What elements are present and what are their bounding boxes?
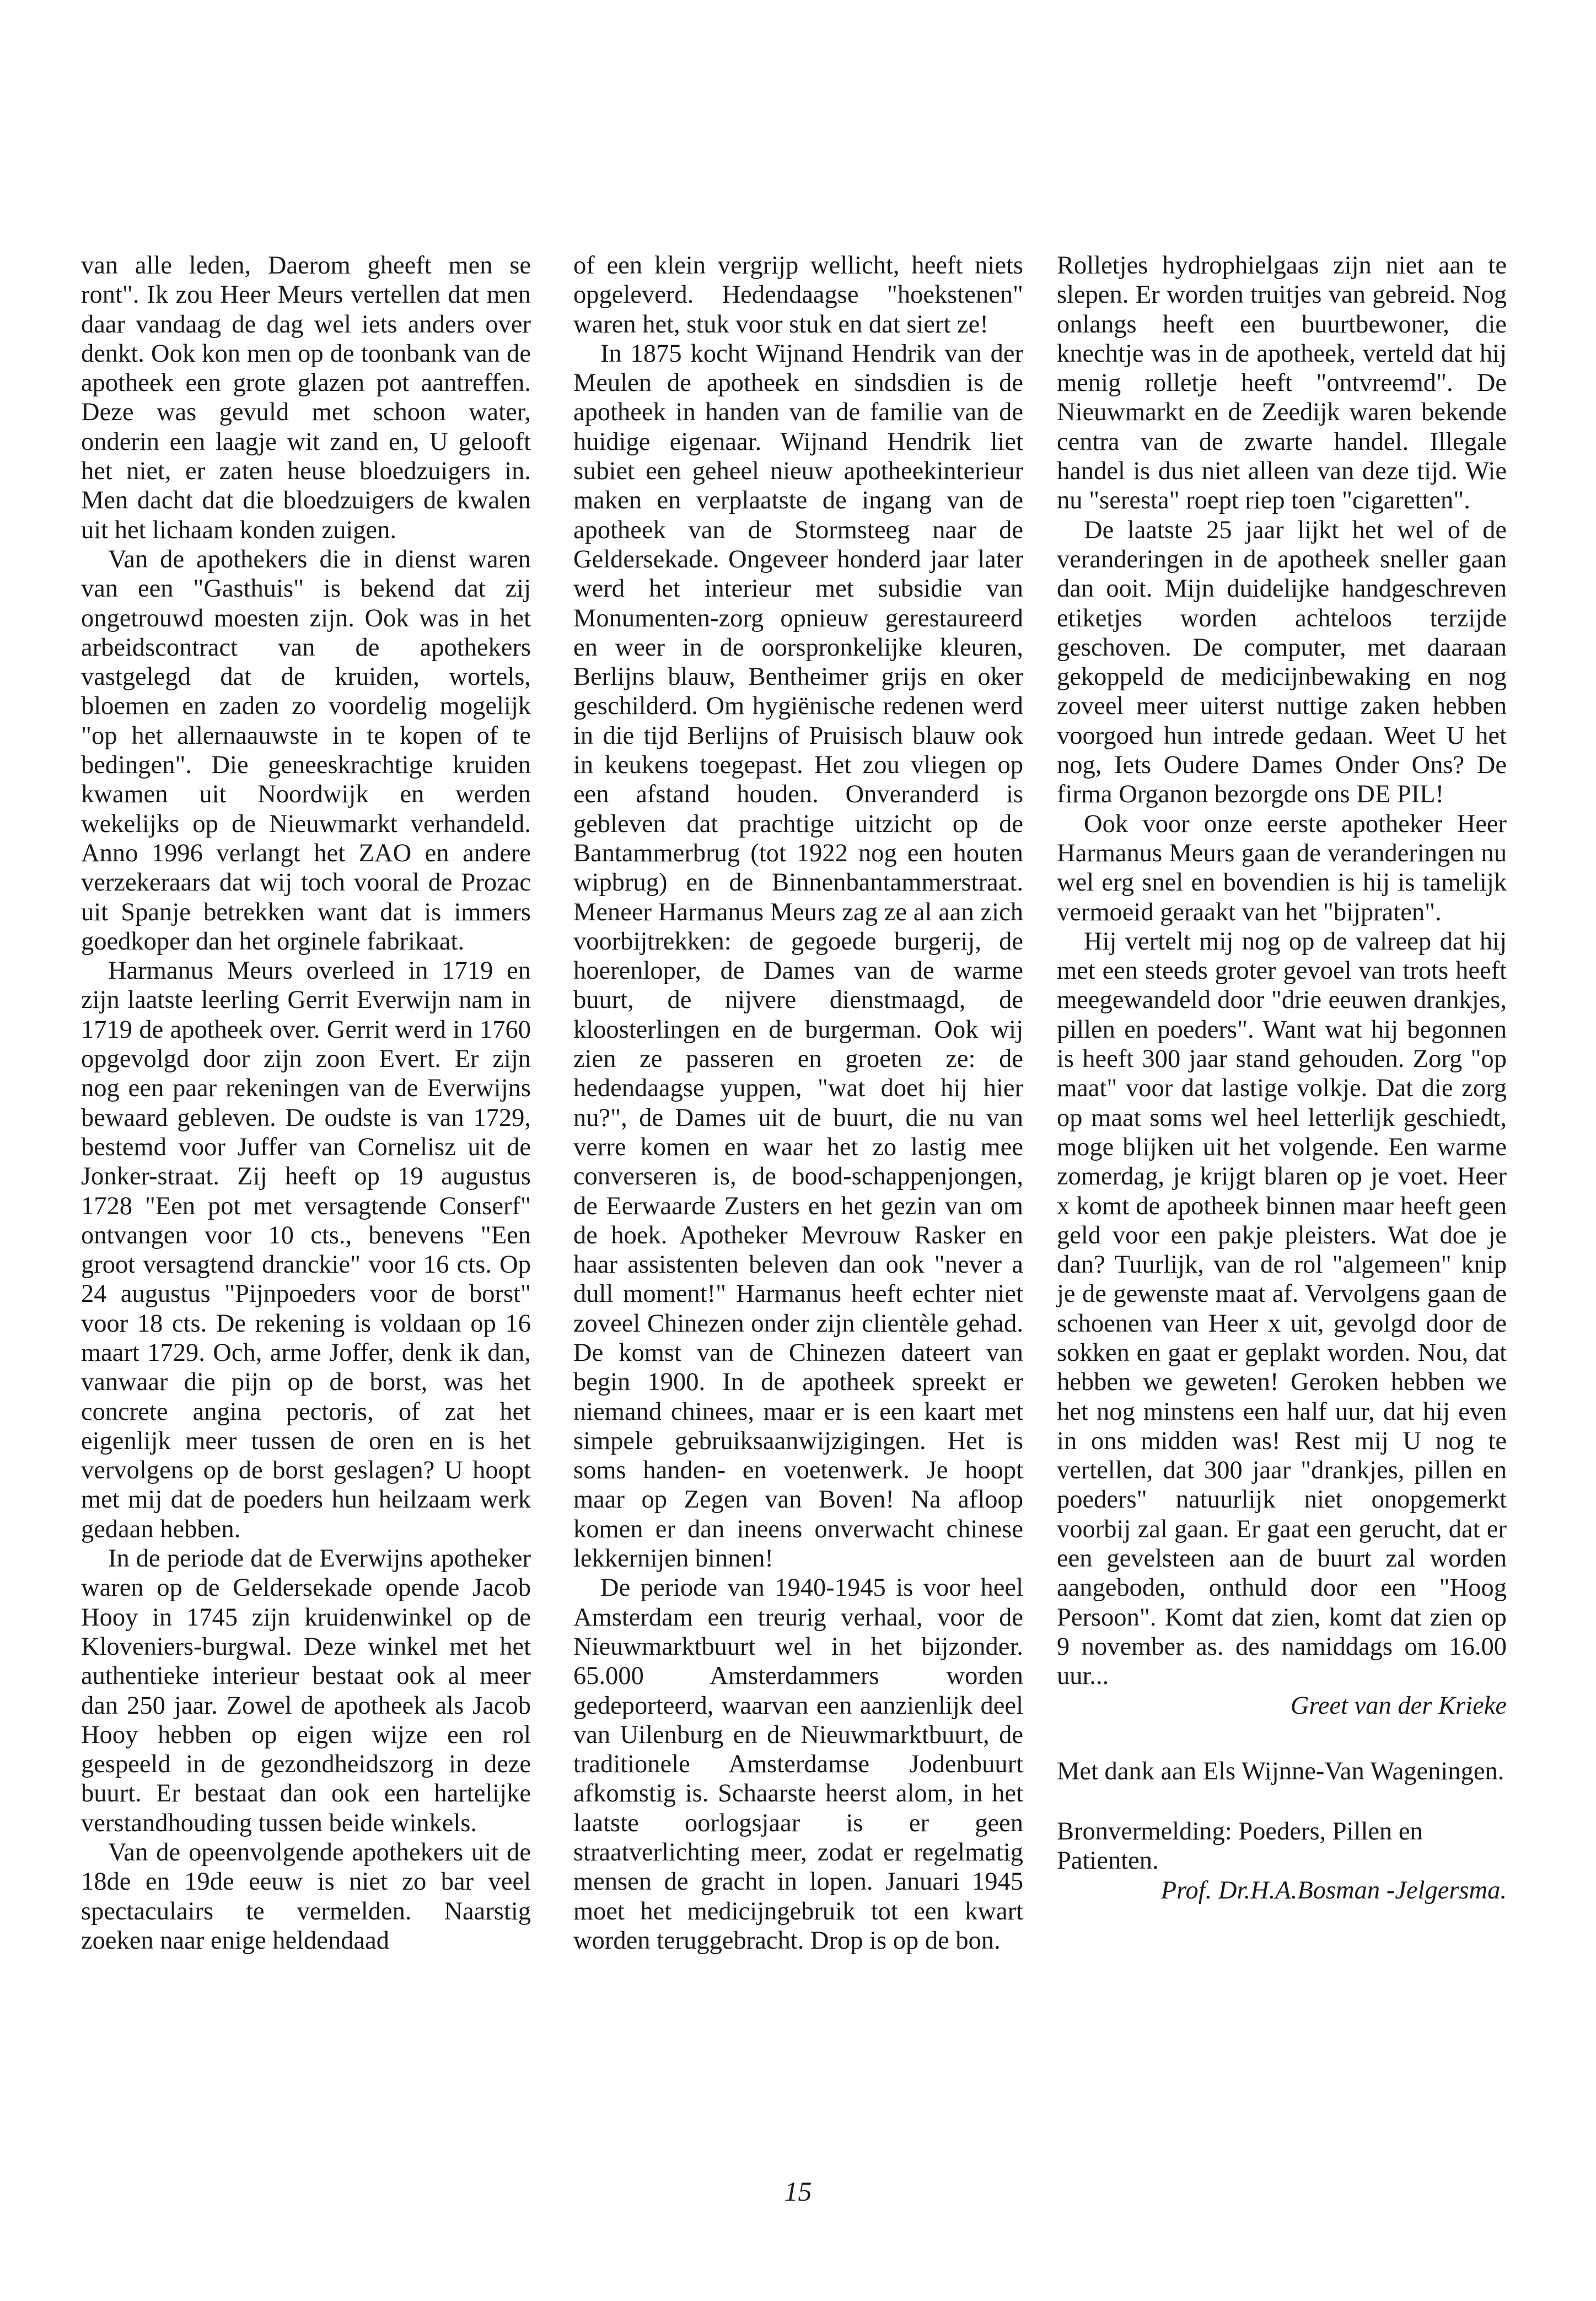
source-reference: Bronvermelding: Poeders, Pillen en Patienten. (1057, 1817, 1423, 1875)
paragraph: De laatste 25 jaar lijkt het wel of de veranderingen in de apotheek sneller gaan dan ooit. Mijn duidelijke handgeschreven etiketjes worden achteloos terzijde geschoven. De computer, met daaraan gekoppeld de medicijnbewaking en nog zoveel meer uiterst nuttige zaken hebben voorgoed hun intrede gedaan. Weet U het nog, Iets Oudere Dames Onder Ons? De firma Organon bezorgde ons DE PIL! (1057, 516, 1507, 809)
paragraph: of een klein vergrijp wellicht, heeft niets opgeleverd. Hedendaagse "hoekstenen" waren het, stuk voor stuk en dat siert ze! (573, 251, 1023, 339)
acknowledgement: Met dank aan Els Wijnne-Van Wageningen. (1057, 1757, 1504, 1785)
paragraph: De periode van 1940-1945 is voor heel Amsterdam een treurig verhaal, voor de Nieuwmarktbuurt wel in het bijzonder. 65.000 Amsterdammers worden gedeporteerd, waarvan een aanzienlijk deel van Uilenburg en de Nieuwmarktbuurt, de traditionele Amsterdamse Jodenbuurt afkomstig is. Schaarste heerst alom, in het laatste oorlogsjaar is er geen straatverlichting meer, zodat er regelmatig mensen de gracht in lopen. Januari 1945 moet het medicijngebruik tot een kwart worden teruggebracht. Drop is op de bon. (573, 1574, 1023, 1955)
text-column-3 (1057, 251, 1507, 1905)
spacer (1057, 1720, 1507, 1757)
paragraph: In de periode dat de Everwijns apotheker waren op de Geldersekade opende Jacob Hooy in 1745 zijn kruidenwinkel op de Kloveniers-burgwal. Deze winkel met het authentieke interieur bestaat ook al meer dan 250 jaar. Zowel de apotheek als Jacob Hooy hebben op eigen wijze een rol gespeeld in de gezondheidszorg in deze buurt. Er bestaat dan ook een hartelijke verstandhouding tussen beide winkels. (81, 1544, 531, 1837)
paragraph: Rolletjes hydrophielgaas zijn niet aan te slepen. Er worden truitjes van gebreid. Nog onlangs heeft een buurtbewoner, die knechtje was in de apotheek, verteld dat hij menig rolletje heeft "ontvreemd". De Nieuwmarkt en de Zeedijk waren bekende centra van de zwarte handel. Illegale handel is dus niet alleen van deze tijd. Wie nu "seresta" roept riep toen "cigaretten". (1057, 251, 1507, 515)
paragraph: Ook voor onze eerste apotheker Heer Harmanus Meurs gaan de veranderingen nu wel erg snel en bovendien is hij is tamelijk vermoeid geraakt van het "bijpraten". (1057, 809, 1507, 926)
paragraph: van alle leden, Daerom gheeft men se ront". Ik zou Heer Meurs vertellen dat men daar vandaag de dag wel iets anders over denkt. Ook kon men op de toonbank van de apotheek een grote glazen pot aantreffen. Deze was gevuld met schoon water, onderin een laagje wit zand en, U gelooft het niet, er zaten heuse bloedzuigers in. Men dacht dat die bloedzuigers de kwalen uit het lichaam konden zuigen. (81, 251, 531, 544)
paragraph: Hij vertelt mij nog op de valreep dat hij met een steeds groter gevoel van trots heeft meegewandeld door "drie eeuwen drankjes, pillen en poeders". Want wat hij begonnen is heeft 300 jaar stand gehouden. Zorg "op maat" voor dat lastige volkje. Dat die zorg op maat soms wel heel letterlijk geschiedt, moge blijken uit het volgende. Een warme zomerdag, je krijgt blaren op je voet. Heer x komt de apotheek binnen maar heeft geen geld voor een pakje pleisters. Wat doe je dan? Tuurlijk, van de rol "algemeen" knip je de gewenste maat af. Vervolgens gaan de schoenen van Heer x uit, gevolgd door de sokken en gaat er geplakt worden. Nou, dat hebben we geweten! Geroken hebben we het nog minstens een half uur, dat hij even in ons midden was! Rest mij U nog te vertellen, dat 300 jaar "drankjes, pillen en poeders" natuurlijk niet onopgemerkt voorbij zal gaan. Er gaat een gerucht, dat er een gevelsteen aan de buurt zal worden aangeboden, onthuld door een "Hoog Persoon". Komt dat zien, komt dat zien op 9 november as. des namiddags om 16.00 uur... (1057, 927, 1507, 1691)
paragraph: Van de opeenvolgende apothekers uit de 18de en 19de eeuw is niet zo bar veel spectaculairs te vermelden. Naarstig zoeken naar enige heldendaad (81, 1838, 531, 1955)
text-column-2 (573, 251, 1023, 1955)
spacer (1057, 1786, 1507, 1817)
paragraph: In 1875 kocht Wijnand Hendrik van der Meulen de apotheek en sindsdien is de apotheek in handen van de familie van de huidige eigenaar. Wijnand Hendrik liet subiet een geheel nieuw apotheekinterieur maken en verplaatste de ingang van de apotheek van de Stormsteeg naar de Geldersekade. Ongeveer honderd jaar later werd het interieur met subsidie van Monumenten-zorg opnieuw gerestaureerd en weer in de oorspronkelijke kleuren, Berlijns blauw, Bentheimer grijs en oker geschilderd. Om hygiënische redenen werd in die tijd Berlijns of Pruisisch blauw ook in keukens toegepast. Het zou vliegen op een afstand houden. Onveranderd is gebleven dat prachtige uitzicht op de Bantammerbrug (tot 1922 nog een houten wipbrug) en de Binnenbantammerstraat. Meneer Harmanus Meurs zag ze al aan zich voorbijtrekken: de gegoede burgerij, de hoerenloper, de Dames van de warme buurt, de nijvere dienstmaagd, de kloosterlingen en de burgerman. Ook wij zien ze passeren en groeten ze: de hedendaagse yuppen, "wat doet hij hier nu?", de Dames uit de buurt, die nu van verre komen en waar het zo lastig mee converseren is, de bood-schappenjongen, de Eerwaarde Zusters en het gezin van om de hoek. Apotheker Mevrouw Rasker en haar assistenten beleven dan ook "never a dull moment!" Harmanus heeft echter niet zoveel Chinezen onder zijn clientèle gehad. De komst van de Chinezen dateert van begin 1900. In de apotheek spreekt er niemand chinees, maar er is een kaart met simpele gebruiksaanwijzigingen. Het is soms handen- en voetenwerk. Je hoopt maar op Zegen van Boven! Na afloop komen er dan ineens onverwacht chinese lekkernijen binnen! (573, 339, 1023, 1573)
page-number: 15 (784, 2176, 812, 2207)
text-column-1 (81, 251, 531, 1955)
paragraph: Harmanus Meurs overleed in 1719 en zijn laatste leerling Gerrit Everwijn nam in 1719 de apotheek over. Gerrit werd in 1760 opgevolgd door zijn zoon Evert. Er zijn nog een paar rekeningen van de Everwijns bewaard gebleven. De oudste is van 1729, bestemd voor Juffer van Cornelisz uit de Jonker-straat. Zij heeft op 19 augustus 1728 "Een pot met versagtende Conserf" ontvangen voor 10 cts., benevens "Een groot versagtend dranckie" voor 16 cts. Op 24 augustus "Pijnpoeders voor de borst" voor 18 cts. De rekening is voldaan op 16 maart 1729. Och, arme Joffer, denk ik dan, vanwaar die pijn op de borst, was het concrete angina pectoris, of zat het eigenlijk meer tussen de oren en is het vervolgens op de borst geslagen? U hoopt met mij dat de poeders hun heilzaam werk gedaan hebben. (81, 957, 531, 1543)
author-signature: Greet van der Krieke (1290, 1691, 1507, 1720)
source-author: Prof. Dr.H.A.Bosman -Jelgersma. (1160, 1876, 1507, 1905)
paragraph: Van de apothekers die in dienst waren van een "Gasthuis" is bekend dat zij ongetrouwd moesten zijn. Ook was in het arbeidscontract van de apothekers vastgelegd dat de kruiden, wortels, bloemen en zaden zo voordelig mogelijk "op het allernaauwste in te kopen of te bedingen". Die geneeskrachtige kruiden kwamen uit Noordwijk en werden wekelijks op de Nieuwmarkt verhandeld. Anno 1996 verlangt het ZAO en andere verzekeraars dat wij toch vooral de Prozac uit Spanje betrekken want dat is immers goedkoper dan het orginele fabrikaat. (81, 545, 531, 956)
